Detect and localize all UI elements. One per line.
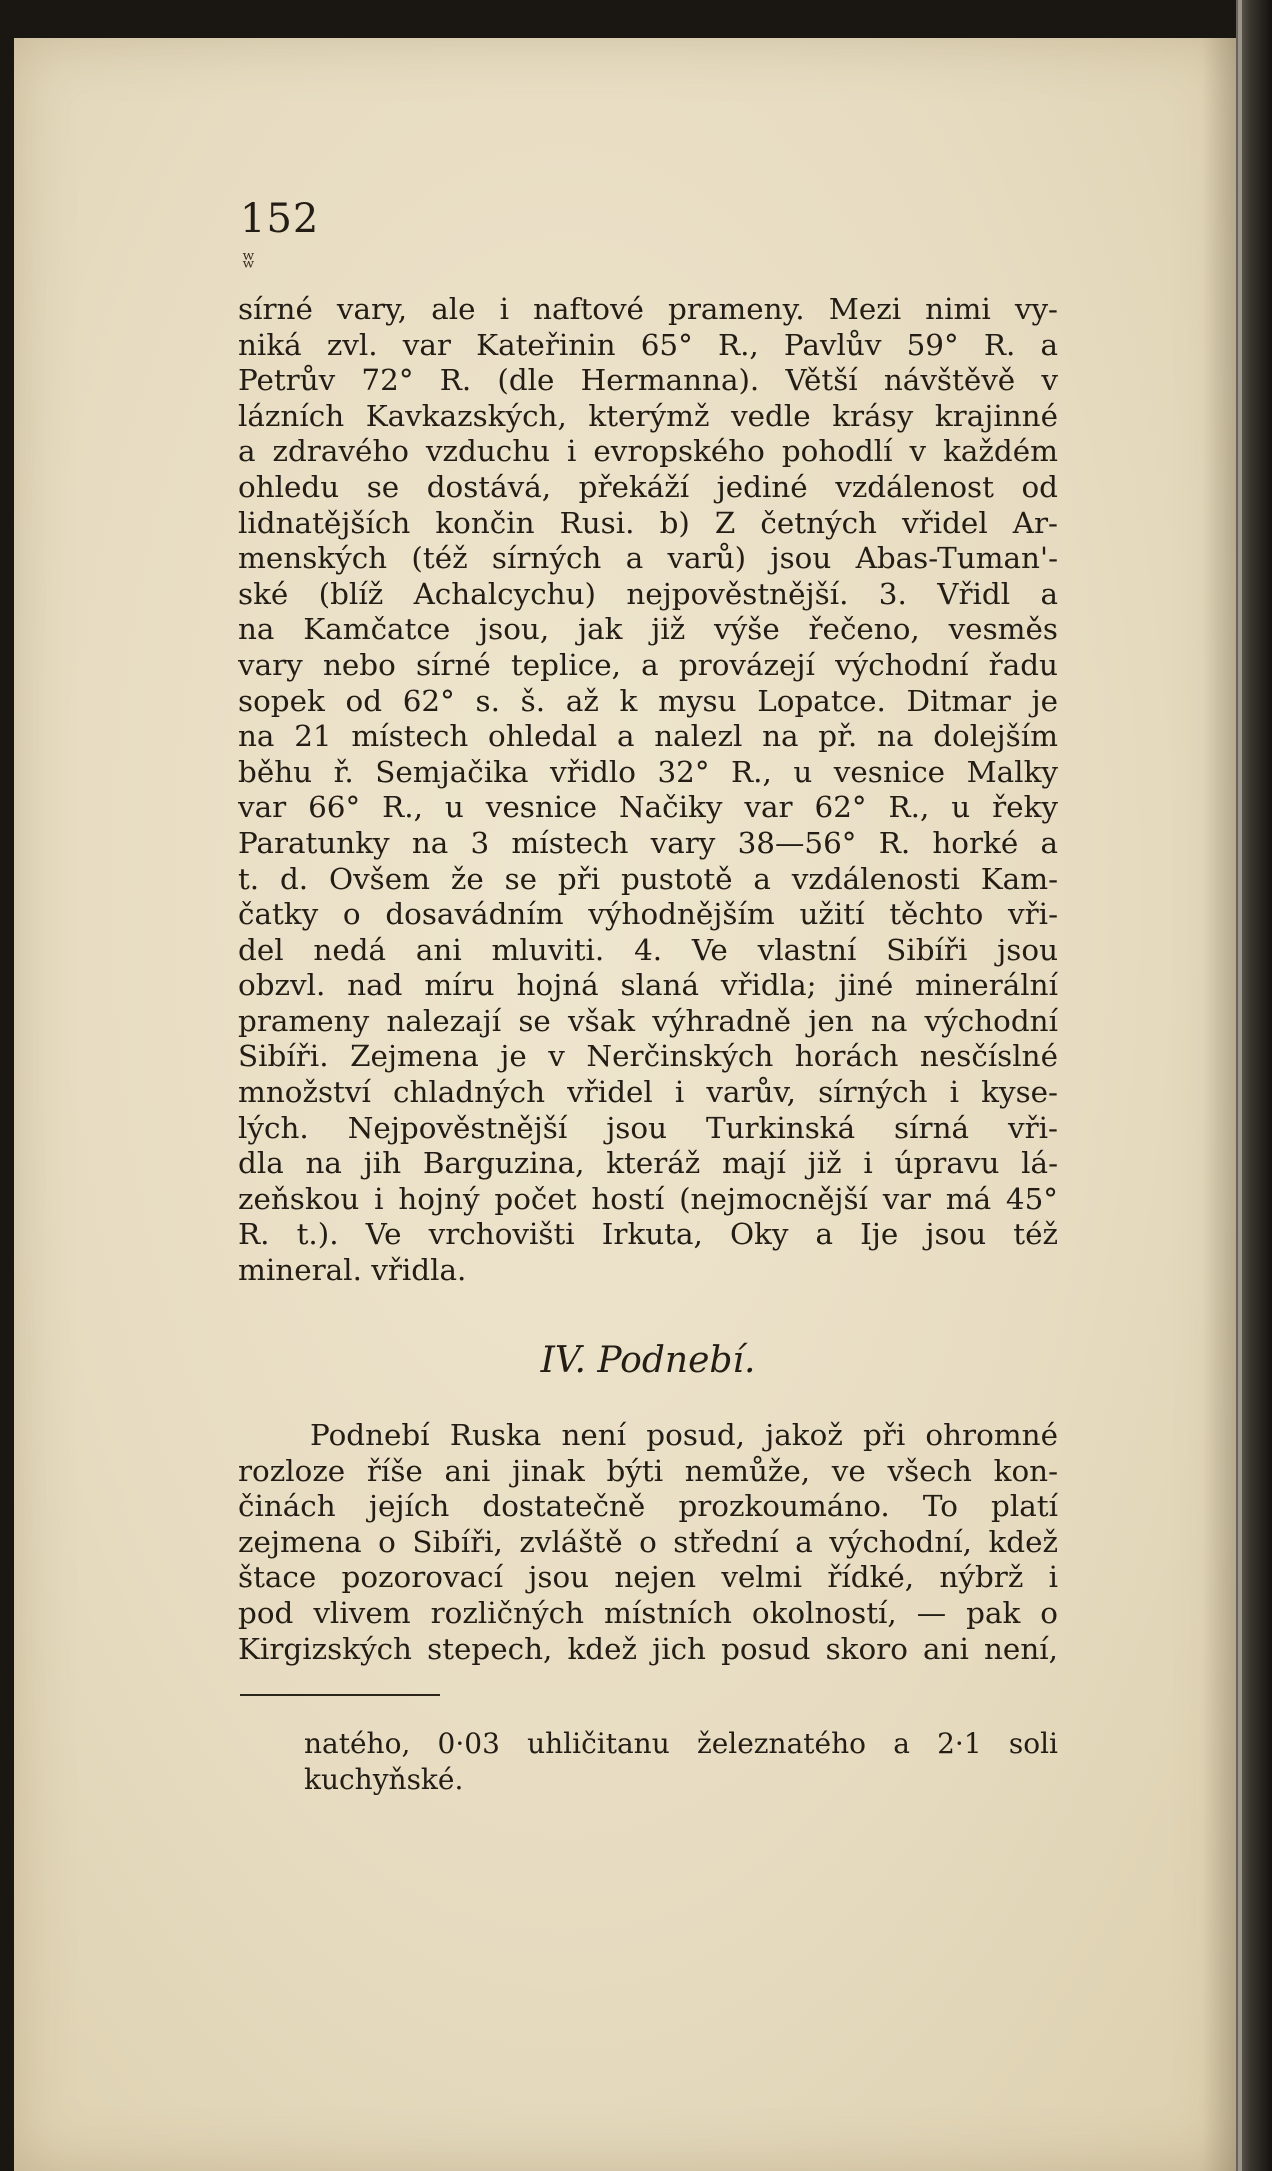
text-line: na Kamčatce jsou, jak již výše řečeno, vesměs bbox=[238, 612, 1058, 647]
text-line: obzvl. nad míru hojná slaná vřidla; jiné minerální bbox=[238, 968, 1058, 1003]
footnote-line: kuchyňské. bbox=[304, 1762, 464, 1796]
text-line: sopek od 62° s. š. až k mysu Lopatce. Ditmar je bbox=[238, 683, 1058, 718]
body-paragraph bbox=[238, 292, 1058, 1289]
text-line: lázních Kavkazských, kterýmž vedle krásy krajinné bbox=[238, 398, 1058, 433]
text-line: Petrův 72° R. (dle Hermanna). Větší návštěvě v bbox=[238, 363, 1058, 398]
spine-shadow bbox=[1202, 38, 1236, 2171]
text-line: lých. Nejpověstnější jsou Turkinská sírná vři- bbox=[238, 1110, 1058, 1145]
text-line: sírné vary, ale i naftové prameny. Mezi nimi vy- bbox=[238, 292, 1058, 326]
text-line: rozloze říše ani jinak býti nemůže, ve všech kon- bbox=[238, 1453, 1058, 1488]
text-line: del nedá ani mluviti. 4. Ve vlastní Sibíři jsou bbox=[238, 932, 1058, 967]
footnote bbox=[238, 1726, 1058, 1797]
text-line: množství chladných vřidel i varův, sírných i kyse- bbox=[238, 1075, 1058, 1110]
text-line: lidnatějších končin Rusi. b) Z četných vřidel Ar- bbox=[238, 505, 1058, 540]
text-line: pod vlivem rozličných místních okolností, — pak o bbox=[238, 1595, 1058, 1630]
text-line: Podnebí Ruska není posud, jakož při ohromné bbox=[310, 1418, 1058, 1452]
text-line: mineral. vřidla. bbox=[238, 1253, 467, 1288]
text-line: činách jejích dostatečně prozkoumáno. To platí bbox=[238, 1489, 1058, 1524]
text-line: ské (blíž Achalcychu) nejpověstnější. 3. Vřidl a bbox=[238, 576, 1058, 611]
text-line: Kirgizských stepech, kdež jich posud skoro ani není, bbox=[238, 1631, 1058, 1666]
text-line: běhu ř. Semjačika vřidlo 32° R., u vesnice Malky bbox=[238, 754, 1058, 789]
text-line: a zdravého vzduchu i evropského pohodlí v každém bbox=[238, 434, 1058, 469]
text-line: menských (též sírných a varů) jsou Abas-Tuman'- bbox=[238, 541, 1058, 576]
text-line: zejmena o Sibíři, zvláště o střední a východní, kdež bbox=[238, 1524, 1058, 1559]
text-line: štace pozorovací jsou nejen velmi řídké, nýbrž i bbox=[238, 1560, 1058, 1595]
section-heading: IV. Podnebí. bbox=[540, 1340, 756, 1381]
text-line: zeňskou i hojný počet hostí (nejmocnější var má 45° bbox=[238, 1181, 1058, 1216]
page-edge-strip bbox=[1238, 0, 1242, 2171]
text-line: t. d. Ovšem že se při pustotě a vzdálenosti Kam- bbox=[238, 861, 1058, 896]
climate-paragraph bbox=[238, 1418, 1058, 1667]
text-line: niká zvl. var Kateřinin 65° R., Pavlův 59° R. a bbox=[238, 327, 1058, 362]
page-number: 152 bbox=[240, 196, 320, 242]
text-line: prameny nalezají se však výhradně jen na východní bbox=[238, 1003, 1058, 1038]
footnote-divider bbox=[240, 1694, 440, 1696]
text-line: ohledu se dostává, překáží jediné vzdálenost od bbox=[238, 469, 1058, 504]
text-line: vary nebo sírné teplice, a provázejí východní řadu bbox=[238, 647, 1058, 682]
printer-mark: ʬ bbox=[242, 248, 256, 273]
text-line: dla na jih Barguzina, kteráž mají již i úpravu lá- bbox=[238, 1146, 1058, 1181]
text-line: R. t.). Ve vrchovišti Irkuta, Oky a Ije jsou též bbox=[238, 1217, 1058, 1252]
text-line: na 21 místech ohledal a nalezl na př. na dolejším bbox=[238, 719, 1058, 754]
text-line: Paratunky na 3 místech vary 38—56° R. horké a bbox=[238, 825, 1058, 860]
text-line: čatky o dosavádním výhodnějším užití těchto vři- bbox=[238, 897, 1058, 932]
text-line: var 66° R., u vesnice Načiky var 62° R., u řeky bbox=[238, 790, 1058, 825]
text-line: Sibíři. Zejmena je v Nerčinských horách nesčíslné bbox=[238, 1039, 1058, 1074]
footnote-line: natého, 0·03 uhličitanu železnatého a 2·1 soli bbox=[304, 1727, 1058, 1760]
